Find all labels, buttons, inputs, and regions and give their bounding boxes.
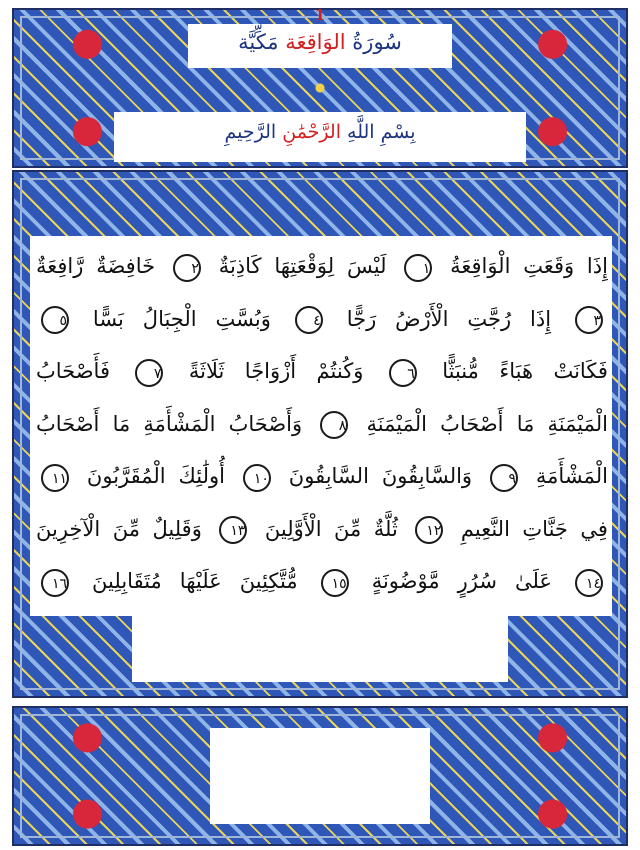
verse-number-marker: ٨	[320, 411, 348, 439]
verse-text: ثُلَّةٌ مِّنَ الْأَوَّلِينَ	[264, 516, 398, 541]
verse-number-marker: ٧	[135, 359, 163, 387]
verse-line	[36, 503, 608, 555]
verse-text: فَكَانَتْ هَبَاءً مُّنبَثًّا	[442, 359, 608, 383]
verse-text: وَكُنتُمْ أَزْوَاجًا ثَلَاثَةً	[188, 359, 364, 383]
verse-text: مُّتَّكِئِينَ عَلَيْهَا مُتَقَابِلِينَ	[92, 569, 298, 593]
verse-line	[36, 555, 608, 607]
basmala-part-3: الرَّحِيمِ	[224, 121, 277, 143]
basmala-part-1: بِسْمِ اللَّهِ	[347, 121, 416, 143]
verse-text: فَأَصْحَابُ	[36, 359, 110, 383]
bottom-blank-box	[210, 728, 430, 824]
verse-number-marker: ٣	[575, 306, 603, 334]
verse-line	[36, 345, 608, 397]
verse-text: وَالسَّابِقُونَ السَّابِقُونَ	[288, 464, 473, 488]
verse-number-marker: ١١	[41, 464, 69, 492]
page-number: 1	[314, 6, 326, 24]
surah-title	[188, 30, 452, 54]
basmala-box	[114, 112, 526, 162]
verse-text: الْمَشْأَمَةِ	[535, 464, 608, 488]
verse-number-marker: ٢	[173, 254, 201, 282]
verse-number-marker: ١٠	[243, 464, 271, 492]
verse-number-marker: ١٣	[219, 516, 247, 544]
verse-number-marker: ٩	[490, 464, 518, 492]
verse-area-lower-blank	[132, 610, 508, 682]
surah-type: مَكِّيَّة	[238, 30, 279, 54]
verse-number-marker: ١٢	[415, 516, 443, 544]
verse-text: أُولَٰئِكَ الْمُقَرَّبُونَ	[86, 464, 225, 488]
verse-text: وَأَصْحَابُ الْمَشْأَمَةِ مَا أَصْحَابُ	[36, 411, 303, 436]
verse-number-marker: ١٥	[321, 569, 349, 597]
verse-number-marker: ٦	[389, 359, 417, 387]
verse-text: فِي جَنَّاتِ النَّعِيمِ	[460, 516, 608, 541]
basmala	[114, 121, 526, 143]
verse-number-marker: ٤	[295, 306, 323, 334]
verse-text: خَافِضَةٌ رَّافِعَةٌ	[36, 254, 156, 278]
verse-line	[36, 293, 608, 345]
verse-text: الْمَيْمَنَةِ مَا أَصْحَابُ الْمَيْمَنَةِ	[366, 411, 608, 436]
verse-text: إِذَا رُجَّتِ الْأَرْضُ رَجًّا	[346, 306, 552, 331]
surah-name: الوَاقِعَة	[285, 30, 346, 54]
verse-number-marker: ١٤	[575, 569, 603, 597]
verse-text: وَبُسَّتِ الْجِبَالُ بَسًّا	[92, 306, 271, 331]
verse-text: إِذَا وَقَعَتِ الْوَاقِعَةُ	[450, 254, 608, 278]
verse-number-marker: ٥	[41, 306, 69, 334]
surah-word: سُورَةُ	[352, 30, 402, 54]
verse-line	[36, 450, 608, 502]
verse-number-marker: ١	[404, 254, 432, 282]
verse-text: لَيْسَ لِوَقْعَتِهَا كَاذِبَةٌ	[218, 254, 387, 278]
basmala-part-2: الرَّحْمَٰنِ	[282, 121, 341, 143]
verse-line	[36, 398, 608, 450]
verse-text: وَقَلِيلٌ مِّنَ الْآخِرِينَ	[36, 516, 202, 541]
verse-text: عَلَىٰ سُرُرٍ مَّوْضُونَةٍ	[371, 569, 552, 593]
surah-title-box	[188, 24, 452, 68]
verse-number-marker: ١٦	[41, 569, 69, 597]
verse-line	[36, 240, 608, 292]
